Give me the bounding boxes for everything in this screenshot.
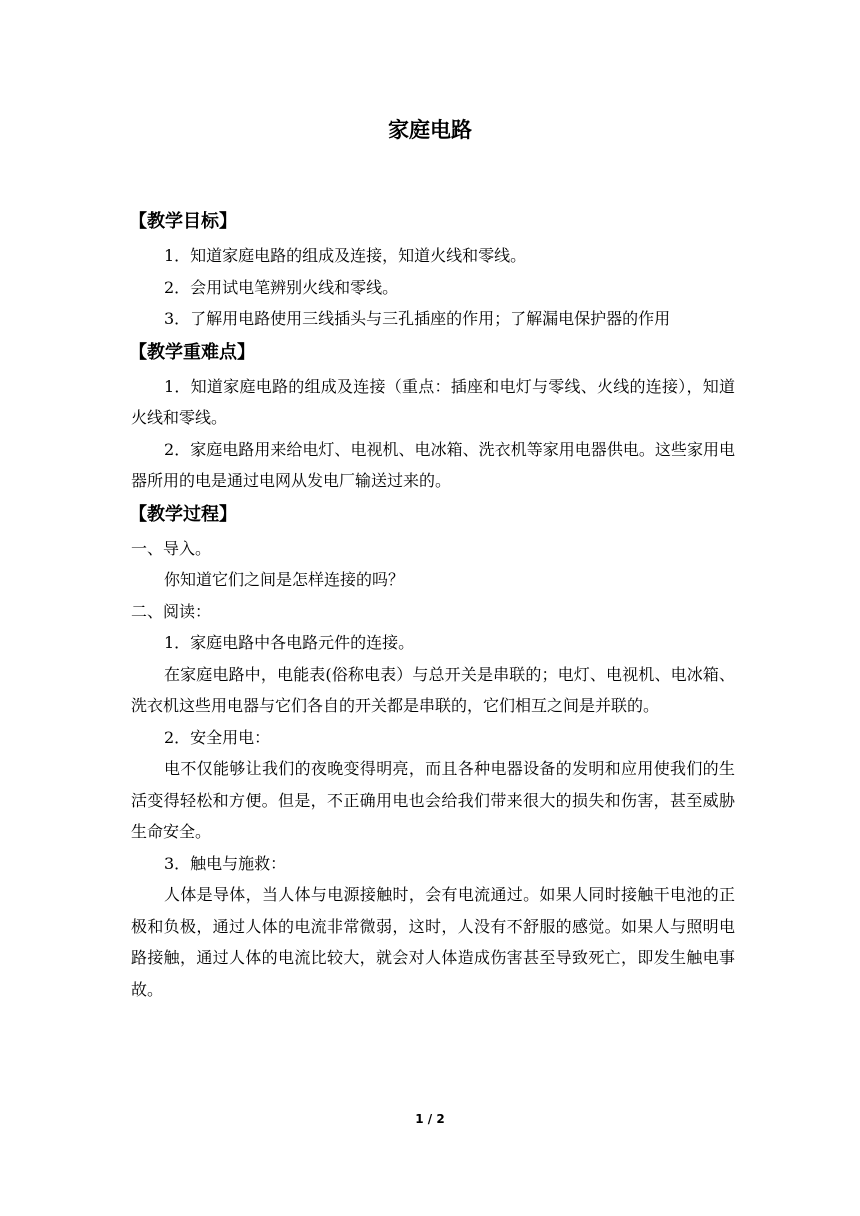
reading-item-text: 电不仅能够让我们的夜晚变得明亮，而且各种电器设备的发明和应用使我们的生活变得轻松和方便。但是，不正确用电也会给我们带来很大的损失和伤害，甚至威胁生命安全。 — [131, 759, 735, 841]
key-point-item: 1．知道家庭电路的组成及连接（重点：插座和电灯与零线、火线的连接），知道火线和零线。 — [131, 376, 735, 427]
goal-item: 3．了解用电路使用三线插头与三孔插座的作用；了解漏电保护器的作用 — [164, 309, 671, 328]
reading-item-text: 人体是导体，当人体与电源接触时，会有电流通过。如果人同时接触干电池的正极和负极，通过人体的电流非常微弱，这时，人没有不舒服的感觉。如果人与照明电路接触，通过人体的电流比较大，就会对人体造成伤害甚至导致死亡，即发生触电事故。 — [131, 885, 735, 999]
key-point-item: 2．家庭电路用来给电灯、电视机、电冰箱、洗衣机等家用电器供电。这些家用电器所用的电是通过电网从发电厂输送过来的。 — [131, 439, 735, 490]
section-heading-goals: 【教学目标】 — [129, 211, 237, 232]
page-number: 1 / 2 — [415, 1112, 445, 1126]
reading-item-title: 1．家庭电路中各电路元件的连接。 — [164, 633, 415, 652]
document-title: 家庭电路 — [388, 118, 472, 142]
section-heading-process: 【教学过程】 — [129, 503, 237, 525]
reading-label: 二、阅读： — [131, 601, 212, 621]
section-heading-key-points: 【教学重难点】 — [129, 341, 255, 363]
goal-item: 1．知道家庭电路的组成及连接，知道火线和零线。 — [164, 246, 527, 265]
intro-label: 一、导入。 — [131, 538, 212, 558]
reading-item-title: 2．安全用电： — [164, 727, 271, 747]
document-body — [131, 204, 735, 1005]
reading-item-text: 在家庭电路中，电能表(俗称电表）与总开关是串联的；电灯、电视机、电冰箱、洗衣机这些用电器与它们各自的开关都是串联的，它们相互之间是并联的。 — [131, 664, 735, 715]
intro-text: 你知道它们之间是怎样连接的吗？ — [164, 570, 405, 589]
goal-item: 2．会用试电笔辨别火线和零线。 — [164, 277, 399, 297]
reading-item-title: 3．触电与施救： — [164, 853, 287, 873]
